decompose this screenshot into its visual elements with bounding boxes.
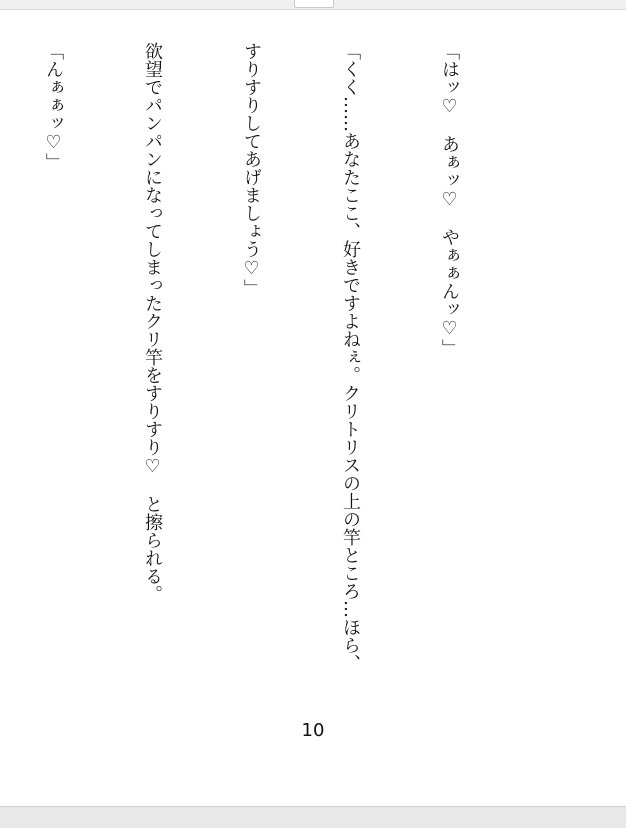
viewer-top-bar: [0, 0, 626, 10]
text-line: 欲望でパンパンになってしまったクリ竿をすりすり♡ と擦られる。: [142, 42, 163, 603]
page-number: 10: [301, 720, 325, 741]
viewer-bottom-bar: [0, 806, 626, 828]
document-page: [0, 10, 626, 806]
vertical-text-body: [0, 42, 532, 707]
text-line: すりすりしてあげましょう♡」: [241, 42, 262, 297]
text-line: 「はッ♡ あぁッ♡ やぁぁんッ♡」: [439, 42, 460, 357]
page-tab-handle[interactable]: [294, 0, 334, 8]
text-line: 「くく……あなたここ、好きですよねぇ。クリトリスの上の竿ところ…ほら、: [340, 42, 361, 672]
text-line: 「んぁぁッ♡」: [43, 42, 64, 171]
